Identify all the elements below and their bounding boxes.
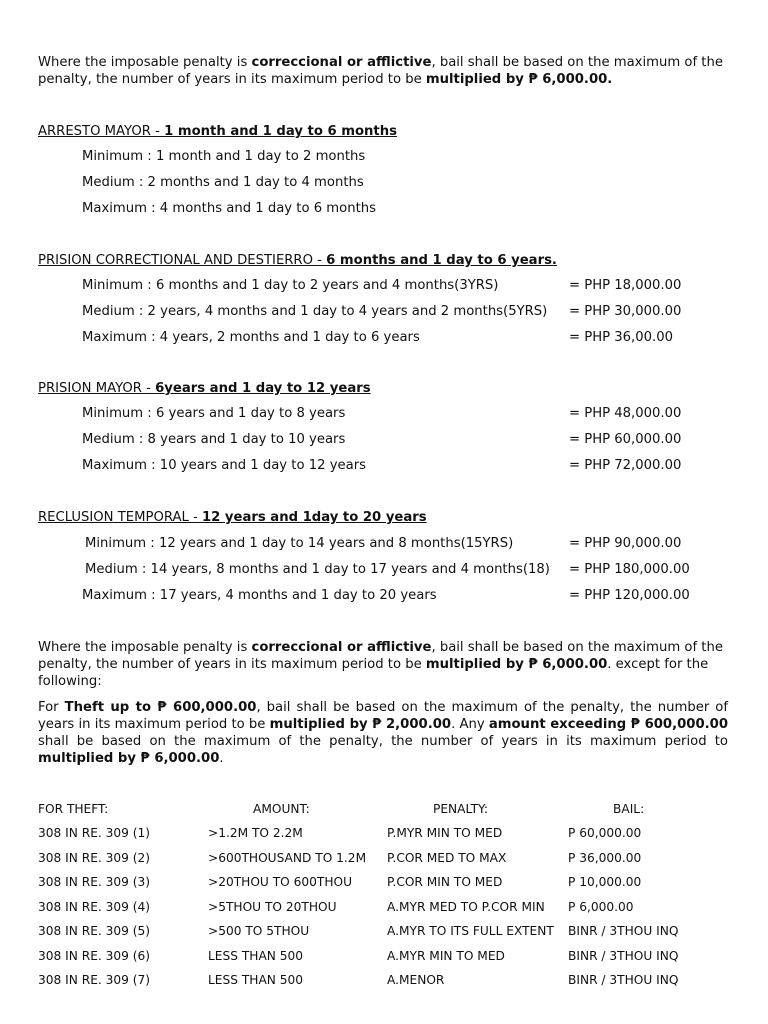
table-cell-penalty: A.MYR MED TO P.COR MIN (387, 900, 545, 914)
table-cell-penalty: P.COR MED TO MAX (387, 851, 507, 865)
arresto-mayor-medium: Medium : 2 months and 1 day to 4 months (82, 175, 364, 190)
table-cell-amount: >5THOU TO 20THOU (208, 900, 337, 914)
table-cell-penalty: P.COR MIN TO MED (387, 875, 503, 889)
prision-correctional-minimum: Minimum : 6 months and 1 day to 2 years and 4 months(3YRS) (82, 278, 499, 293)
prision-mayor-maximum-amount: = PHP 72,000.00 (569, 458, 682, 473)
table-cell-penalty: A.MYR MIN TO MED (387, 949, 505, 963)
prision-correctional-medium: Medium : 2 years, 4 months and 1 day to 4 years and 2 months(5YRS) (82, 304, 548, 319)
second-paragraph: Where the imposable penalty is correccional or afflictive, bail shall be based on the maximum of the penalty, the number of years in its maximum period to be multiplied by ₱ 6,000.00. except for the following: (38, 640, 723, 689)
table-cell-penalty: A.MENOR (387, 973, 445, 987)
reclusion-temporal-medium: Medium : 14 years, 8 months and 1 day to 17 years and 4 months(18) (85, 562, 550, 577)
reclusion-temporal-maximum-amount: = PHP 120,000.00 (569, 588, 690, 603)
table-cell-bail: P 60,000.00 (568, 826, 642, 840)
table-cell-bail: P 36,000.00 (568, 851, 642, 865)
arresto-mayor-minimum: Minimum : 1 month and 1 day to 2 months (82, 149, 366, 164)
table-header-for-theft: FOR THEFT: (38, 802, 109, 816)
table-cell-amount: >20THOU TO 600THOU (208, 875, 353, 889)
prision-mayor-minimum: Minimum : 6 years and 1 day to 8 years (82, 406, 346, 421)
table-cell-bail: P 10,000.00 (568, 875, 642, 889)
table-cell-bail: BINR / 3THOU INQ (568, 973, 679, 987)
table-header-amount: AMOUNT: (253, 802, 310, 816)
table-cell-provision: 308 IN RE. 309 (3) (38, 875, 151, 889)
reclusion-temporal-minimum: Minimum : 12 years and 1 day to 14 years and 8 months(15YRS) (85, 536, 514, 551)
table-cell-provision: 308 IN RE. 309 (4) (38, 900, 151, 914)
table-cell-provision: 308 IN RE. 309 (5) (38, 924, 151, 938)
table-cell-provision: 308 IN RE. 309 (2) (38, 851, 151, 865)
section-heading-arresto-mayor: ARRESTO MAYOR - 1 month and 1 day to 6 months (38, 124, 397, 139)
reclusion-temporal-minimum-amount: = PHP 90,000.00 (569, 536, 682, 551)
arresto-mayor-maximum: Maximum : 4 months and 1 day to 6 months (82, 201, 376, 216)
prision-correctional-minimum-amount: = PHP 18,000.00 (569, 278, 682, 293)
reclusion-temporal-maximum: Maximum : 17 years, 4 months and 1 day to 20 years (82, 588, 437, 603)
table-cell-provision: 308 IN RE. 309 (6) (38, 949, 151, 963)
table-cell-amount: >600THOUSAND TO 1.2M (208, 851, 367, 865)
intro-paragraph: Where the imposable penalty is correccional or afflictive, bail shall be based on the maximum of the penalty, the number of years in its maximum period to be multiplied by ₱ 6,000.00. (38, 55, 723, 87)
table-header-penalty: PENALTY: (433, 802, 488, 816)
table-cell-penalty: A.MYR TO ITS FULL EXTENT (387, 924, 554, 938)
table-cell-amount: >500 TO 5THOU (208, 924, 310, 938)
table-cell-bail: BINR / 3THOU INQ (568, 949, 679, 963)
prision-mayor-maximum: Maximum : 10 years and 1 day to 12 years (82, 458, 366, 473)
table-cell-provision: 308 IN RE. 309 (1) (38, 826, 151, 840)
prision-mayor-minimum-amount: = PHP 48,000.00 (569, 406, 682, 421)
section-heading-reclusion-temporal: RECLUSION TEMPORAL - 12 years and 1day to 20 years (38, 510, 427, 525)
table-cell-bail: BINR / 3THOU INQ (568, 924, 679, 938)
table-cell-amount: >1.2M TO 2.2M (208, 826, 303, 840)
table-header-bail: BAIL: (613, 802, 645, 816)
prision-correctional-maximum-amount: = PHP 36,00.00 (569, 330, 673, 345)
table-cell-penalty: P.MYR MIN TO MED (387, 826, 503, 840)
prision-mayor-medium-amount: = PHP 60,000.00 (569, 432, 682, 447)
table-cell-bail: P 6,000.00 (568, 900, 634, 914)
table-cell-amount: LESS THAN 500 (208, 973, 304, 987)
prision-mayor-medium: Medium : 8 years and 1 day to 10 years (82, 432, 346, 447)
prision-correctional-medium-amount: = PHP 30,000.00 (569, 304, 682, 319)
section-heading-prision-mayor: PRISION MAYOR - 6years and 1 day to 12 years (38, 381, 371, 396)
theft-paragraph: For Theft up to ₱ 600,000.00, bail shall be based on the maximum of the penalty, the number of years in its maximum period to be multiplied by ₱ 2,000.00. Any amount exceeding ₱ 600,000.00 shall be based on the maximum of the penalty, the number of years in its maximum period to multiplied by ₱ 6,000.00. (38, 700, 728, 766)
prision-correctional-maximum: Maximum : 4 years, 2 months and 1 day to 6 years (82, 330, 420, 345)
table-cell-provision: 308 IN RE. 309 (7) (38, 973, 151, 987)
table-cell-amount: LESS THAN 500 (208, 949, 304, 963)
section-heading-prision-correctional: PRISION CORRECTIONAL AND DESTIERRO - 6 months and 1 day to 6 years. (38, 253, 557, 268)
reclusion-temporal-medium-amount: = PHP 180,000.00 (569, 562, 690, 577)
